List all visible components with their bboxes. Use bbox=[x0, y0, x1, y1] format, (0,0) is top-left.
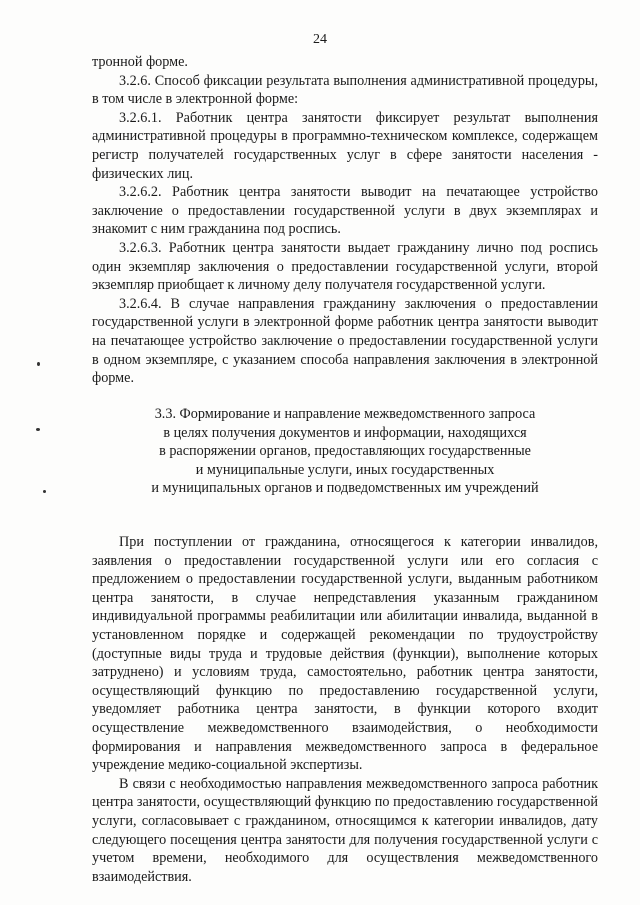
page-number: 24 bbox=[313, 32, 327, 47]
section-heading bbox=[92, 405, 598, 498]
paragraph: 3.2.6.4. В случае направления гражданину заключения о предоставлении государственной услуги в электронной форме работник центра занятости выводит на печатающее устройство заключение о предоставлении государственной услуги в одном экземпляре, с указанием способа направления заключения в электронной форме. bbox=[92, 295, 598, 387]
paragraph: 3.2.6.2. Работник центра занятости выводит на печатающее устройство заключение о предоставлении государственной услуги в двух экземплярах и знакомит с ним гражданина под роспись. bbox=[92, 184, 598, 238]
paragraph: В связи с необходимостью направления межведомственного запроса работник центра занятости, осуществляющий функцию по предоставлению государственной услуги, согласовывает с гражданином, относящимся к категории инвалидов, дату следующего посещения центра занятости для получения государственной услуги с учетом времени, необходимого для осуществления межведомственного взаимодействия. bbox=[92, 775, 598, 885]
paragraph: 3.2.6.3. Работник центра занятости выдает гражданину лично под роспись один экземпляр заключения о предоставлении государственной услуги, второй экземпляр приобщает к личному делу получателя государственной услуги. bbox=[92, 239, 598, 294]
section-heading-line: в распоряжении органов, предоставляющих государственные bbox=[159, 443, 531, 460]
section-heading-line: и муниципальных органов и подведомственных им учреждений bbox=[151, 480, 539, 497]
paragraph: 3.2.6.1. Работник центра занятости фиксирует результат выполнения административной процедуры в программно-техническом комплексе, содержащем регистр получателей государственных услуг в сфере занятости населения - физических лиц. bbox=[92, 109, 598, 182]
section-heading-line: и муниципальные услуги, иных государственных bbox=[195, 461, 495, 478]
scan-speck bbox=[37, 362, 40, 366]
bottom-text-section bbox=[92, 533, 598, 886]
scan-speck bbox=[43, 490, 46, 493]
paragraph: 3.2.6. Способ фиксации результата выполнения административной процедуры, в том числе в электронной форме: bbox=[92, 72, 598, 108]
section-heading-line: в целях получения документов и информации, находящихся bbox=[163, 424, 527, 441]
scan-speck bbox=[36, 428, 40, 431]
paragraph: тронной форме. bbox=[92, 54, 188, 70]
top-text-section bbox=[92, 53, 598, 388]
paragraph: При поступлении от гражданина, относящегося к категории инвалидов, заявления о предоставлении государственной услуги или его согласия с предложением о предоставлении государственной услуги, выданным работником центра занятости, в случае непредставления указанным гражданином индивидуальной программы реабилитации или абилитации инвалида, выданной в установленном порядке и содержащей рекомендации по трудоустройству (доступные виды труда и трудовые действия (функции), выполнение которых затруднено) и условиям труда, самостоятельно, работник центра занятости, осуществляющий функцию по предоставлению государственной услуги, уведомляет работника центра занятости, в функции которого входит осуществление межведомственного взаимодействия, о необходимости формирования и направления межведомственного запроса в федеральное учреждение медико-социальной экспертизы. bbox=[92, 534, 598, 774]
section-heading-line: 3.3. Формирование и направление межведомственного запроса bbox=[154, 406, 536, 422]
